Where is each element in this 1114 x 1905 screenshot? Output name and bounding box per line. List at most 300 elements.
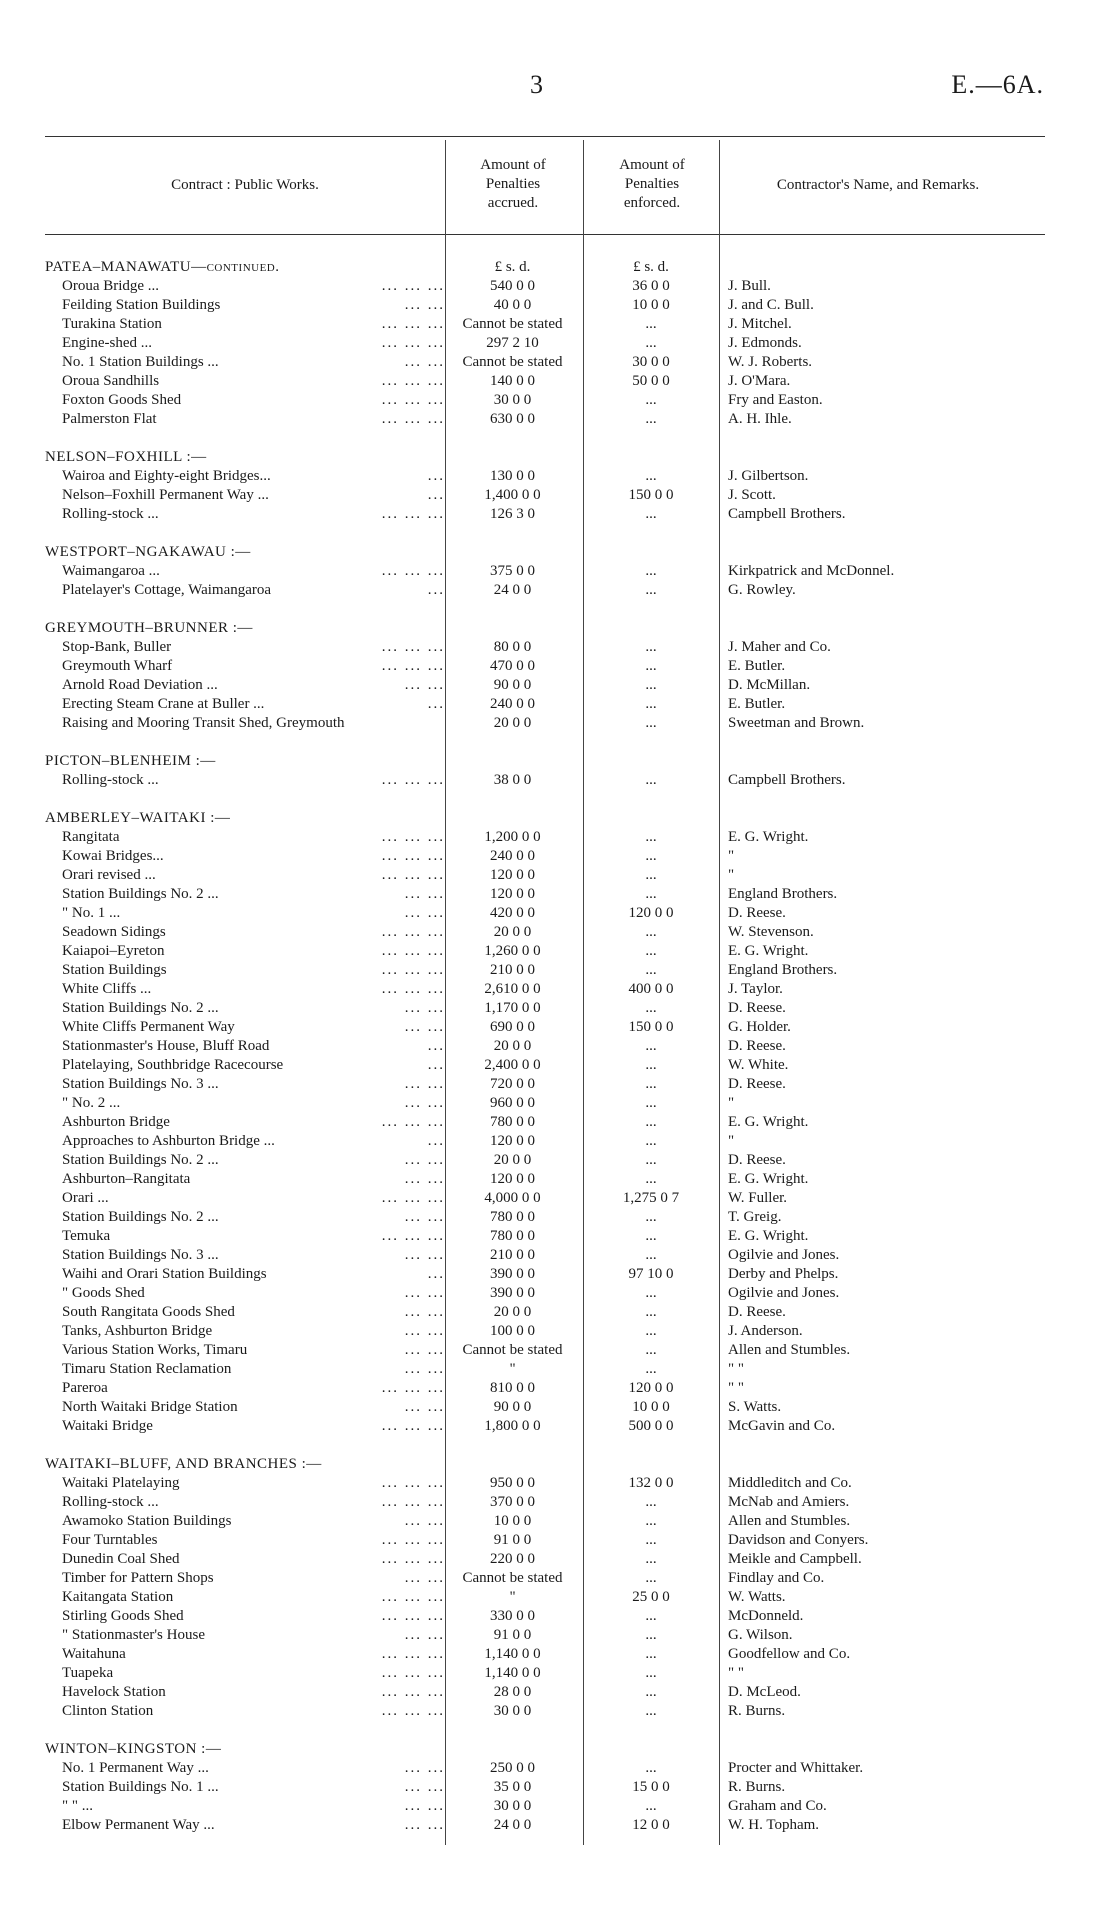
contract-name: White Cliffs Permanent Way [62,1019,235,1035]
table-row [0,1132,1114,1151]
table-row [0,353,1114,372]
penalty-accrued: 100 0 0 [490,1323,535,1339]
leader-dots: ... ... [404,1171,445,1187]
table-row [0,391,1114,410]
contractor-remarks: W. Watts. [728,1589,786,1605]
penalty-enforced: ... [645,1076,657,1092]
section-title: GREYMOUTH–BRUNNER :— [45,620,253,636]
leader-dots: ... ... ... [381,1646,445,1662]
penalty-accrued: 780 0 0 [490,1209,535,1225]
contract-name: Raising and Mooring Transit Shed, Greymouth [62,715,345,731]
penalty-enforced: £ s. d. [633,259,669,275]
contractor-remarks: J. Scott. [728,487,776,503]
penalty-accrued: 140 0 0 [490,373,535,389]
section-title: AMBERLEY–WAITAKI :— [45,810,231,826]
leader-dots: ... ... ... [381,658,445,674]
contract-name: Waitaki Platelaying [62,1475,180,1491]
leader-dots: ... ... ... [381,1684,445,1700]
penalty-enforced: ... [645,962,657,978]
penalty-enforced: 12 0 0 [632,1817,670,1833]
table-row [0,1265,1114,1284]
leader-dots: ... [427,468,445,484]
table-row [0,1246,1114,1265]
contractor-remarks: W. Stevenson. [728,924,814,940]
contract-name: Waimangaroa ... [62,563,160,579]
penalty-enforced: ... [645,1684,657,1700]
table-row [0,334,1114,353]
table-row [0,847,1114,866]
leader-dots: ... ... ... [381,1418,445,1434]
table-row [0,1360,1114,1379]
contract-name: Oroua Bridge ... [62,278,160,294]
contractor-remarks: Campbell Brothers. [728,506,846,522]
contract-name: Palmerston Flat [62,411,157,427]
penalty-enforced: ... [645,1152,657,1168]
contract-name: North Waitaki Bridge Station [62,1399,238,1415]
penalty-accrued: 960 0 0 [490,1095,535,1111]
contract-name: Elbow Permanent Way ... [62,1817,215,1833]
header-contract: Contract : Public Works. [171,177,319,193]
table-row [0,1607,1114,1626]
penalty-accrued: 540 0 0 [490,278,535,294]
contractor-remarks: W. Fuller. [728,1190,788,1206]
contract-name: Stationmaster's House, Bluff Road [62,1038,270,1054]
leader-dots: ... ... [404,1779,445,1795]
table-row [0,1797,1114,1816]
penalty-enforced: ... [645,1057,657,1073]
contract-name: Clinton Station [62,1703,154,1719]
contract-name: Station Buildings No. 2 ... [62,886,219,902]
penalty-accrued: Cannot be stated [462,354,563,370]
table-row [0,1645,1114,1664]
section-heading-row [0,1740,1114,1759]
contractor-remarks: Procter and Whittaker. [728,1760,864,1776]
table-row [0,885,1114,904]
penalty-enforced: ... [645,1095,657,1111]
contract-name: Tuapeka [62,1665,114,1681]
leader-dots: ... ... ... [381,867,445,883]
section-title: PICTON–BLENHEIM :— [45,753,216,769]
table-row [0,410,1114,429]
table-row [0,923,1114,942]
contractor-remarks: A. H. Ihle. [728,411,792,427]
contractor-remarks: W. H. Topham. [728,1817,820,1833]
penalty-accrued: 10 0 0 [493,1513,532,1529]
spacer-row [0,1436,1114,1455]
contractor-remarks: E. Butler. [728,696,786,712]
contractor-remarks: " [728,848,735,864]
contract-name: " Goods Shed [62,1285,145,1301]
contractor-remarks: W. White. [728,1057,789,1073]
leader-dots: ... ... ... [381,1532,445,1548]
table-row [0,1379,1114,1398]
contract-name: Turakina Station [62,316,162,332]
penalty-enforced: ... [645,1038,657,1054]
penalty-accrued: 120 0 0 [490,1171,535,1187]
contract-name: Four Turntables [62,1532,158,1548]
penalty-accrued: 20 0 0 [493,1038,532,1054]
table-row [0,1550,1114,1569]
penalty-enforced: 10 0 0 [632,1399,670,1415]
contract-name: White Cliffs ... [62,981,152,997]
leader-dots: ... ... [404,1342,445,1358]
contract-name: No. 1 Permanent Way ... [62,1760,209,1776]
leader-dots: ... ... ... [381,829,445,845]
contract-name: Timber for Pattern Shops [62,1570,214,1586]
spacer-row [0,1721,1114,1740]
penalty-enforced: ... [645,1494,657,1510]
table-row [0,1303,1114,1322]
section-heading-row [0,258,1114,277]
table-row [0,505,1114,524]
contract-name: Station Buildings [62,962,167,978]
penalty-accrued: 470 0 0 [490,658,535,674]
contractor-remarks: E. G. Wright. [728,1171,809,1187]
penalty-enforced: 25 0 0 [632,1589,670,1605]
penalty-accrued: 370 0 0 [490,1494,535,1510]
penalty-enforced: 10 0 0 [632,297,670,313]
contractor-remarks: J. Bull. [728,278,771,294]
table-row [0,1778,1114,1797]
leader-dots: ... ... ... [381,506,445,522]
table-row [0,828,1114,847]
contract-name: Feilding Station Buildings [62,297,221,313]
penalty-enforced: ... [645,411,657,427]
penalty-enforced: ... [645,468,657,484]
contract-name: Orari revised ... [62,867,156,883]
table-row [0,1816,1114,1835]
contractor-remarks: D. Reese. [728,1304,786,1320]
leader-dots: ... ... [404,1304,445,1320]
contractor-remarks: Davidson and Conyers. [728,1532,869,1548]
leader-dots: ... ... ... [381,1703,445,1719]
penalty-enforced: ... [645,1133,657,1149]
penalty-enforced: ... [645,392,657,408]
contractor-remarks: D. Reese. [728,1152,786,1168]
section-heading-row [0,752,1114,771]
penalty-enforced: ... [645,1285,657,1301]
table-row [0,1056,1114,1075]
leader-dots: ... ... ... [381,924,445,940]
penalty-enforced: ... [645,1000,657,1016]
penalty-enforced: ... [645,943,657,959]
table-row [0,638,1114,657]
penalty-accrued: 297 2 10 [486,335,539,351]
table-row [0,486,1114,505]
penalty-enforced: 400 0 0 [628,981,674,997]
contractor-remarks: England Brothers. [728,962,838,978]
penalty-enforced: ... [645,1703,657,1719]
penalty-accrued: 120 0 0 [490,886,535,902]
table-row [0,1322,1114,1341]
table-row [0,1341,1114,1360]
penalty-accrued: 20 0 0 [493,715,532,731]
penalty-enforced: ... [645,677,657,693]
contractor-remarks: D. Reese. [728,1000,786,1016]
contractor-remarks: Derby and Phelps. [728,1266,839,1282]
contract-name: Greymouth Wharf [62,658,173,674]
leader-dots: ... ... [404,1000,445,1016]
contractor-remarks: Sweetman and Brown. [728,715,865,731]
table-row [0,771,1114,790]
page-number: 3 [530,70,543,99]
penalty-enforced: ... [645,1760,657,1776]
penalty-enforced: ... [645,1646,657,1662]
penalty-accrued: 390 0 0 [490,1285,535,1301]
penalty-enforced: ... [645,1247,657,1263]
penalty-enforced: ... [645,1114,657,1130]
penalty-accrued: 240 0 0 [490,848,535,864]
contract-name: Kowai Bridges... [62,848,164,864]
leader-dots: ... ... ... [381,772,445,788]
penalties-table-body [0,258,1114,1835]
leader-dots: ... ... ... [381,1190,445,1206]
contract-name: Orari ... [62,1190,109,1206]
contractor-remarks: Findlay and Co. [728,1570,825,1586]
penalty-accrued: 20 0 0 [493,924,532,940]
contract-name: Rolling-stock ... [62,506,159,522]
contractor-remarks: E. G. Wright. [728,829,809,845]
contract-name: Station Buildings No. 3 ... [62,1076,219,1092]
penalty-enforced: 15 0 0 [632,1779,670,1795]
leader-dots: ... ... [404,905,445,921]
contract-name: " No. 1 ... [62,905,121,921]
penalty-enforced: ... [645,1361,657,1377]
contractor-remarks: Campbell Brothers. [728,772,846,788]
penalty-accrued: 130 0 0 [490,468,535,484]
header-accrued: Amount of Penalties accrued. [480,157,546,211]
penalty-enforced: ... [645,1608,657,1624]
penalty-accrued: 1,170 0 0 [484,1000,541,1016]
contractor-remarks: G. Rowley. [728,582,796,598]
contract-name: " No. 2 ... [62,1095,121,1111]
penalty-enforced: 36 0 0 [632,278,670,294]
contractor-remarks: J. O'Mara. [728,373,791,389]
contractor-remarks: Graham and Co. [728,1798,827,1814]
penalty-accrued: 1,800 0 0 [484,1418,541,1434]
leader-dots: ... ... [404,1076,445,1092]
penalty-accrued: 24 0 0 [493,1817,532,1833]
contract-name: Dunedin Coal Shed [62,1551,180,1567]
penalty-accrued: 4,000 0 0 [484,1190,541,1206]
penalty-enforced: 1,275 0 7 [622,1190,680,1206]
contractor-remarks: Ogilvie and Jones. [728,1285,840,1301]
penalty-accrued: " [509,1589,516,1605]
table-row [0,1626,1114,1645]
contractor-remarks: D. Reese. [728,905,786,921]
contract-name: South Rangitata Goods Shed [62,1304,235,1320]
penalty-enforced: ... [645,1627,657,1643]
penalty-accrued: 2,610 0 0 [484,981,541,997]
leader-dots: ... ... [404,354,445,370]
contractor-remarks: J. Mitchel. [728,316,792,332]
contractor-remarks: Goodfellow and Co. [728,1646,851,1662]
contract-name: Timaru Station Reclamation [62,1361,232,1377]
table-row [0,676,1114,695]
table-row [0,277,1114,296]
penalty-enforced: ... [645,1513,657,1529]
contract-name: Platelaying, Southbridge Racecourse [62,1057,284,1073]
penalty-accrued: 91 0 0 [493,1627,532,1643]
leader-dots: ... ... ... [381,316,445,332]
contract-name: Station Buildings No. 2 ... [62,1000,219,1016]
penalty-accrued: 90 0 0 [493,677,532,693]
contractor-remarks: E. G. Wright. [728,1114,809,1130]
table-row [0,961,1114,980]
contract-name: Temuka [62,1228,111,1244]
leader-dots: ... ... ... [381,1475,445,1491]
penalty-accrued: 690 0 0 [490,1019,535,1035]
leader-dots: ... ... [404,677,445,693]
contract-name: Stirling Goods Shed [62,1608,184,1624]
contractor-remarks: McDonneld. [728,1608,804,1624]
penalty-accrued: 1,140 0 0 [484,1665,541,1681]
spacer-row [0,600,1114,619]
penalty-enforced: 150 0 0 [628,487,674,503]
table-row [0,1512,1114,1531]
table-row [0,1398,1114,1417]
penalty-enforced: ... [645,715,657,731]
contract-name: Tanks, Ashburton Bridge [62,1323,213,1339]
contract-name: Wairoa and Eighty-eight Bridges... [62,468,271,484]
penalty-accrued: 220 0 0 [490,1551,535,1567]
leader-dots: ... ... ... [381,278,445,294]
table-row [0,581,1114,600]
leader-dots: ... ... [404,1095,445,1111]
leader-dots: ... ... ... [381,1665,445,1681]
contractor-remarks: G. Wilson. [728,1627,793,1643]
penalty-enforced: ... [645,924,657,940]
contract-name: Platelayer's Cottage, Waimangaroa [62,582,272,598]
penalty-accrued: 90 0 0 [493,1399,532,1415]
contractor-remarks: J. Maher and Co. [728,639,831,655]
leader-dots: ... ... [404,1152,445,1168]
table-row [0,1417,1114,1436]
contractor-remarks: McGavin and Co. [728,1418,836,1434]
contract-name: Rolling-stock ... [62,1494,159,1510]
contractor-remarks: Kirkpatrick and McDonnel. [728,563,895,579]
contract-name: Station Buildings No. 3 ... [62,1247,219,1263]
section-heading-row [0,448,1114,467]
leader-dots: ... ... ... [381,943,445,959]
penalty-enforced: ... [645,1798,657,1814]
penalty-enforced: ... [645,1551,657,1567]
penalty-accrued: 120 0 0 [490,1133,535,1149]
contractor-remarks: " [728,1133,735,1149]
penalty-enforced: ... [645,1342,657,1358]
leader-dots: ... ... ... [381,392,445,408]
penalty-accrued: 420 0 0 [490,905,535,921]
penalty-accrued: 80 0 0 [493,639,532,655]
leader-dots: ... ... ... [381,1114,445,1130]
contract-name: Waitaki Bridge [62,1418,153,1434]
contractor-remarks: E. Butler. [728,658,786,674]
table-row [0,1493,1114,1512]
penalty-enforced: ... [645,335,657,351]
penalty-accrued: 30 0 0 [493,392,532,408]
contractor-remarks: J. Anderson. [728,1323,803,1339]
penalty-accrued: 780 0 0 [490,1114,535,1130]
penalty-enforced: ... [645,316,657,332]
table-row [0,1683,1114,1702]
leader-dots: ... ... [404,1513,445,1529]
leader-dots: ... ... [404,1627,445,1643]
contract-name: Foxton Goods Shed [62,392,182,408]
table-row [0,714,1114,733]
penalty-enforced: 50 0 0 [632,373,670,389]
penalty-accrued: 375 0 0 [490,563,535,579]
contract-name: Awamoko Station Buildings [62,1513,232,1529]
contract-name: Engine-shed ... [62,335,152,351]
contractor-remarks: D. McLeod. [728,1684,801,1700]
penalty-accrued: Cannot be stated [462,1570,563,1586]
penalty-accrued: £ s. d. [494,259,531,275]
contract-name: Pareroa [62,1380,108,1396]
section-title: WINTON–KINGSTON :— [45,1741,222,1757]
table-row [0,1189,1114,1208]
contract-name: Kaiapoi–Eyreton [62,943,165,959]
penalty-enforced: 120 0 0 [628,1380,674,1396]
penalty-enforced: ... [645,506,657,522]
contractor-remarks: S. Watts. [728,1399,782,1415]
table-row [0,1588,1114,1607]
penalty-enforced: ... [645,658,657,674]
penalty-enforced: ... [645,1570,657,1586]
penalty-accrued: 120 0 0 [490,867,535,883]
penalty-accrued: Cannot be stated [462,316,563,332]
spacer-row [0,429,1114,448]
table-row [0,1474,1114,1493]
leader-dots: ... ... [404,1760,445,1776]
leader-dots: ... ... [404,1361,445,1377]
contract-name: Ashburton Bridge [62,1114,170,1130]
contractor-remarks: E. G. Wright. [728,943,809,959]
table-row [0,999,1114,1018]
contractor-remarks: Ogilvie and Jones. [728,1247,840,1263]
contract-name: Station Buildings No. 2 ... [62,1209,219,1225]
leader-dots: ... ... [404,1323,445,1339]
penalty-accrued: 210 0 0 [490,962,535,978]
penalty-accrued: 780 0 0 [490,1228,535,1244]
penalty-accrued: 720 0 0 [490,1076,535,1092]
leader-dots: ... ... ... [381,848,445,864]
penalty-accrued: 950 0 0 [490,1475,535,1491]
contract-name: Stop-Bank, Buller [62,639,172,655]
table-row [0,1664,1114,1683]
contractor-remarks: McNab and Amiers. [728,1494,850,1510]
contract-name: " " ... [62,1798,93,1814]
table-row [0,1037,1114,1056]
contract-name: Seadown Sidings [62,924,166,940]
penalty-accrued: 810 0 0 [490,1380,535,1396]
leader-dots: ... ... [404,297,445,313]
penalty-accrued: 250 0 0 [490,1760,535,1776]
penalty-accrued: 390 0 0 [490,1266,535,1282]
penalty-accrued: 30 0 0 [493,1798,532,1814]
table-row [0,1075,1114,1094]
table-row [0,657,1114,676]
leader-dots: ... ... ... [381,373,445,389]
leader-dots: ... ... ... [381,1380,445,1396]
table-row [0,866,1114,885]
penalty-enforced: ... [645,1209,657,1225]
section-heading-row [0,543,1114,562]
penalty-accrued: 38 0 0 [493,772,532,788]
penalty-accrued: 28 0 0 [493,1684,532,1700]
table-row [0,904,1114,923]
contractor-remarks: Allen and Stumbles. [728,1513,851,1529]
contractor-remarks: Allen and Stumbles. [728,1342,851,1358]
